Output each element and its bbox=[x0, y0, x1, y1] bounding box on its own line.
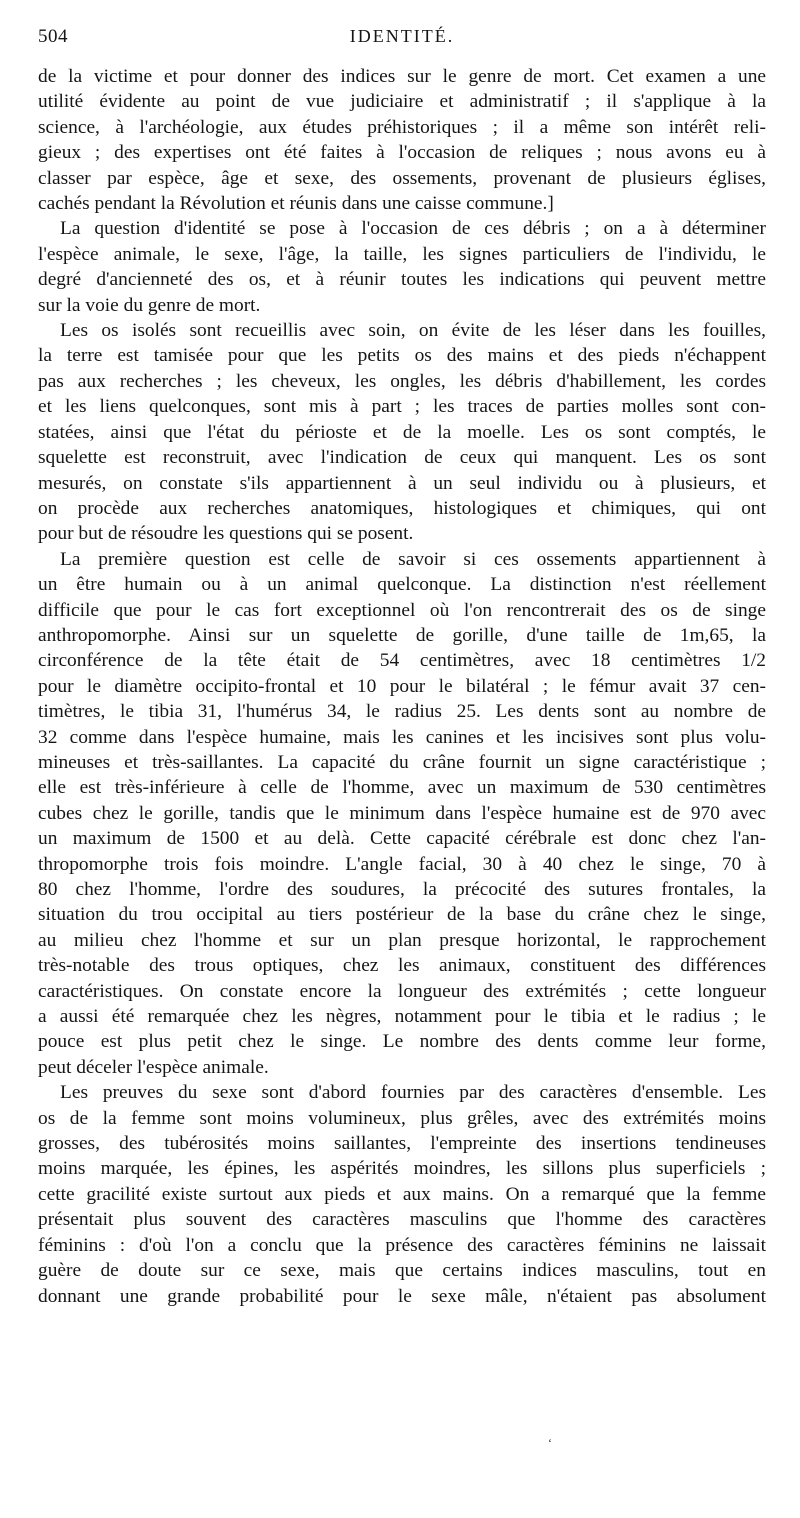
text-line: féminins : d'où l'on a conclu que la présence des caractères féminins ne laissait bbox=[38, 1234, 766, 1256]
footer-mark: ʻ bbox=[548, 1436, 552, 1450]
text-line: donnant une grande probabilité pour le sexe mâle, n'étaient pas absolument bbox=[38, 1285, 766, 1307]
text-line: un maximum de 1500 et au delà. Cette capacité cérébrale est donc chez l'an- bbox=[38, 828, 766, 850]
text-line: thropomorphe trois fois moindre. L'angle facial, 30 à 40 chez le singe, 70 à bbox=[38, 853, 766, 875]
text-line: mineuses et très-saillantes. La capacité du crâne fournit un signe caractéristique ; bbox=[38, 751, 766, 773]
text-line: pas aux recherches ; les cheveux, les ongles, les débris d'habillement, les cordes bbox=[38, 370, 766, 392]
text-line: caractéristiques. On constate encore la longueur des extrémités ; cette longueur bbox=[38, 980, 766, 1002]
text-line: La première question est celle de savoir si ces ossements appartiennent à bbox=[60, 548, 766, 570]
text-line: elle est très-inférieure à celle de l'homme, avec un maximum de 530 centimètres bbox=[38, 777, 766, 799]
text-line: présentait plus souvent des caractères masculins que l'homme des caractères bbox=[38, 1209, 766, 1231]
text-line: cubes chez le gorille, tandis que le minimum dans l'espèce humaine est de 970 avec bbox=[38, 802, 766, 824]
text-line: on procède aux recherches anatomiques, histologiques et chimiques, qui ont bbox=[38, 497, 766, 519]
paragraph bbox=[38, 547, 766, 1081]
running-title: IDENTITÉ. bbox=[349, 26, 455, 46]
text-line: guère de doute sur ce sexe, mais que certains indices masculins, tout en bbox=[38, 1260, 766, 1282]
text-line: degré d'ancienneté des os, et à réunir toutes les indications qui peuvent mettre bbox=[38, 269, 766, 291]
text-line: os de la femme sont moins volumineux, plus grêles, avec des extrémités moins bbox=[38, 1107, 766, 1129]
text-line: a aussi été remarquée chez les nègres, notamment pour le tibia et le radius ; le bbox=[38, 1006, 766, 1028]
text-line: pour but de résoudre les questions qui se posent. bbox=[38, 523, 414, 545]
text-line: l'espèce animale, le sexe, l'âge, la taille, les signes particuliers de l'individu, le bbox=[38, 243, 766, 265]
text-line: circonférence de la tête était de 54 centimètres, avec 18 centimètres 1/2 bbox=[38, 650, 766, 672]
text-line: pouce est plus petit chez le singe. Le nombre des dents comme leur forme, bbox=[38, 1031, 766, 1053]
text-line: 80 chez l'homme, l'ordre des soudures, la précocité des sutures frontales, la bbox=[38, 879, 766, 900]
text-line: Les os isolés sont recueillis avec soin, on évite de les léser dans les fouilles, bbox=[60, 320, 766, 342]
text-line: timètres, le tibia 31, l'humérus 34, le radius 25. Les dents sont au nombre de bbox=[38, 701, 766, 723]
text-line: anthropomorphe. Ainsi sur un squelette de gorille, d'une taille de 1m,65, la bbox=[38, 624, 766, 646]
text-line: un être humain ou à un animal quelconque. La distinction n'est réellement bbox=[38, 574, 766, 596]
text-line: au milieu chez l'homme et sur un plan presque horizontal, le rapprochement bbox=[38, 929, 766, 951]
paragraph bbox=[38, 318, 766, 547]
text-line: pour le diamètre occipito-frontal et 10 pour le bilatéral ; le fémur avait 37 cen- bbox=[38, 675, 766, 697]
text-line: cette gracilité existe surtout aux pieds et aux mains. On a remarqué que la femme bbox=[38, 1183, 766, 1205]
text-line: et les liens quelconques, sont mis à part ; les traces de parties molles sont con- bbox=[38, 396, 766, 418]
text-line: la terre est tamisée pour que les petits os des mains et des pieds n'échappent bbox=[38, 345, 766, 367]
text-line: classer par espèce, âge et sexe, des ossements, provenant de plusieurs églises, bbox=[38, 167, 766, 189]
text-line: de la victime et pour donner des indices sur le genre de mort. Cet examen a une bbox=[38, 66, 766, 87]
text-line: squelette est reconstruit, avec l'indication de ceux qui manquent. Les os sont bbox=[38, 447, 766, 469]
text-line: La question d'identité se pose à l'occasion de ces débris ; on a à déterminer bbox=[60, 218, 766, 240]
text-line: cachés pendant la Révolution et réunis dans une caisse commune.] bbox=[38, 193, 554, 215]
text-line: situation du trou occipital au tiers postérieur de la base du crâne chez le singe, bbox=[38, 904, 766, 926]
text-line: statées, ainsi que l'état du périoste et de la moelle. Les os sont comptés, le bbox=[38, 421, 766, 443]
text-line: mesurés, on constate s'ils appartiennent à un seul individu ou à plusieurs, et bbox=[38, 472, 766, 494]
text-line: très-notable des trous optiques, chez les animaux, constituent des différences bbox=[38, 955, 766, 977]
text-line: grosses, des tubérosités moins saillantes, l'empreinte des insertions tendineuses bbox=[38, 1133, 766, 1155]
page-number: 504 bbox=[38, 26, 68, 47]
text-line: 32 comme dans l'espèce humaine, mais les canines et les incisives sont plus volu- bbox=[38, 726, 766, 748]
paragraph bbox=[38, 64, 766, 216]
text-line: moins marquée, les épines, les aspérités moindres, les sillons plus superficiels ; bbox=[38, 1158, 766, 1180]
body-text bbox=[38, 64, 766, 1309]
text-line: science, à l'archéologie, aux études préhistoriques ; il a même son intérêt reli- bbox=[38, 116, 766, 138]
text-line: peut déceler l'espèce animale. bbox=[38, 1056, 269, 1078]
paragraph bbox=[38, 216, 766, 318]
text-line: sur la voie du genre de mort. bbox=[38, 294, 261, 316]
text-line: difficile que pour le cas fort exceptionnel où l'on rencontrerait des os de singe bbox=[38, 599, 766, 621]
page-header bbox=[38, 26, 766, 56]
text-line: Les preuves du sexe sont d'abord fournies par des caractères d'ensemble. Les bbox=[60, 1082, 766, 1104]
text-line: gieux ; des expertises ont été faites à l'occasion de reliques ; nous avons eu à bbox=[38, 142, 766, 164]
paragraph bbox=[38, 1080, 766, 1309]
text-line: utilité évidente au point de vue judiciaire et administratif ; il s'applique à la bbox=[38, 91, 766, 113]
